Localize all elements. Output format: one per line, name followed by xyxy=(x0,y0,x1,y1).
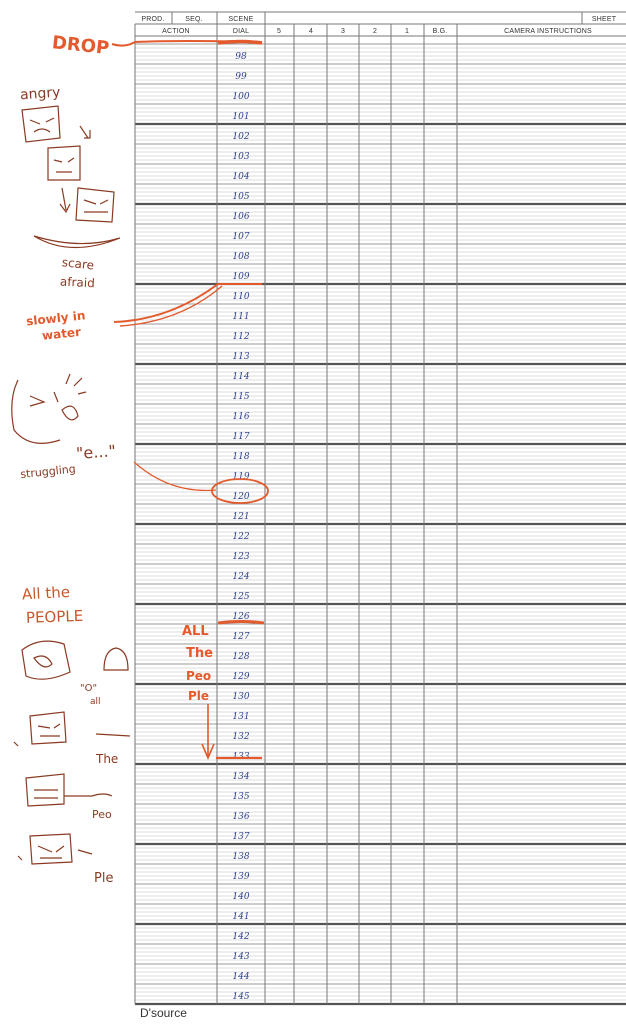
peo-small-note: Peo xyxy=(92,808,112,821)
scare-note: scare xyxy=(61,255,95,273)
frame-number: 128 xyxy=(232,652,250,662)
frame-number: 111 xyxy=(232,312,250,322)
frame-number: 121 xyxy=(232,512,250,522)
red-ple-note: Ple xyxy=(188,689,210,703)
frame-number: 103 xyxy=(232,152,250,162)
frame-number: 135 xyxy=(232,792,250,802)
frame-number: 137 xyxy=(232,832,250,842)
struggling-face-sketch xyxy=(12,374,86,443)
frame-number: 123 xyxy=(232,552,250,562)
frame-number: 116 xyxy=(232,412,250,422)
ple-small-note: Ple xyxy=(94,871,114,886)
slowly-note-line2: water xyxy=(41,324,82,343)
seq-label: SEQ. xyxy=(185,16,203,23)
layer-3-label: 3 xyxy=(340,28,346,35)
frame-number: 114 xyxy=(232,372,250,382)
all-start-mark xyxy=(218,622,264,624)
frame-number: 138 xyxy=(232,852,250,862)
struggling-note: struggling xyxy=(19,462,77,482)
dial-label: DIAL xyxy=(232,28,250,35)
frame-number: 113 xyxy=(232,352,250,362)
e-sound-note: "e..." xyxy=(75,441,117,463)
layer-1-label: 1 xyxy=(404,28,410,35)
source-credit: D'source xyxy=(140,1006,187,1020)
grid-rows xyxy=(135,44,626,1004)
frame-number: 145 xyxy=(232,992,250,1002)
frame-number: 122 xyxy=(232,532,250,542)
frame-number: 118 xyxy=(232,452,250,462)
frame-number: 101 xyxy=(232,112,250,122)
frame-number: 99 xyxy=(235,72,247,82)
frame-number: 112 xyxy=(232,332,250,342)
all-the-note-line1: All the xyxy=(21,582,71,604)
frame-number: 115 xyxy=(232,392,250,402)
frame-number: 126 xyxy=(232,612,250,622)
frame-number: 129 xyxy=(232,672,250,682)
frame-number: 144 xyxy=(232,972,250,982)
frame-number: 120 xyxy=(232,492,250,502)
layer-4-label: 4 xyxy=(308,28,314,35)
frame-number: 119 xyxy=(232,472,250,482)
frame-numbers xyxy=(232,52,249,1002)
frame-number: 136 xyxy=(232,812,250,822)
frame-number: 143 xyxy=(232,952,250,962)
frame-number: 109 xyxy=(232,272,250,282)
frame-number: 132 xyxy=(232,732,250,742)
drop-mark xyxy=(218,42,262,44)
frame-number: 100 xyxy=(232,92,250,102)
frame-number: 104 xyxy=(232,172,250,182)
frame-number: 131 xyxy=(232,712,250,722)
frame-number: 124 xyxy=(232,572,250,582)
afraid-note: afraid xyxy=(59,274,96,291)
red-all-note: ALL xyxy=(182,624,209,639)
o-sound-note: "O" xyxy=(80,683,98,694)
action-label: ACTION xyxy=(162,28,190,35)
scare-mouth-sketch xyxy=(34,236,120,248)
scene-label: SCENE xyxy=(228,16,254,23)
frame-number: 134 xyxy=(232,772,250,782)
camera-instructions-label: CAMERA INSTRUCTIONS xyxy=(504,28,592,35)
bg-label: B.G. xyxy=(432,28,448,35)
frame-number: 130 xyxy=(232,692,250,702)
sheet-label: SHEET xyxy=(591,16,617,23)
frame-number: 107 xyxy=(232,232,250,242)
layer-2-label: 2 xyxy=(372,28,378,35)
frame-number: 105 xyxy=(232,192,250,202)
red-peo-note: Peo xyxy=(186,669,212,683)
prod-label: PROD. xyxy=(141,16,165,23)
drop-note: DROP xyxy=(50,32,111,60)
red-the-note: The xyxy=(186,646,213,661)
frame-number: 108 xyxy=(232,252,250,262)
frame-number: 98 xyxy=(235,52,247,62)
frame-number: 142 xyxy=(232,932,250,942)
frame-number: 127 xyxy=(232,632,250,642)
frame-number: 117 xyxy=(232,432,250,442)
frame-number: 140 xyxy=(232,892,250,902)
frame-number: 139 xyxy=(232,872,250,882)
frame-number: 110 xyxy=(232,292,250,302)
all-small-note: all xyxy=(90,697,101,707)
angry-face-sketch xyxy=(22,106,114,222)
frame-number: 125 xyxy=(232,592,250,602)
the-small-note: The xyxy=(96,752,119,766)
frame-number: 133 xyxy=(232,752,250,762)
angry-note: angry xyxy=(19,84,61,104)
all-the-note-line2: PEOPLE xyxy=(25,606,84,627)
grid-columns xyxy=(135,24,457,1004)
frame-number: 102 xyxy=(232,132,250,142)
slowly-note-line1: slowly in xyxy=(25,308,87,329)
frame-number: 106 xyxy=(232,212,250,222)
layer-5-label: 5 xyxy=(276,28,282,35)
frame-number: 141 xyxy=(232,912,250,922)
header-row-2 xyxy=(162,28,592,35)
